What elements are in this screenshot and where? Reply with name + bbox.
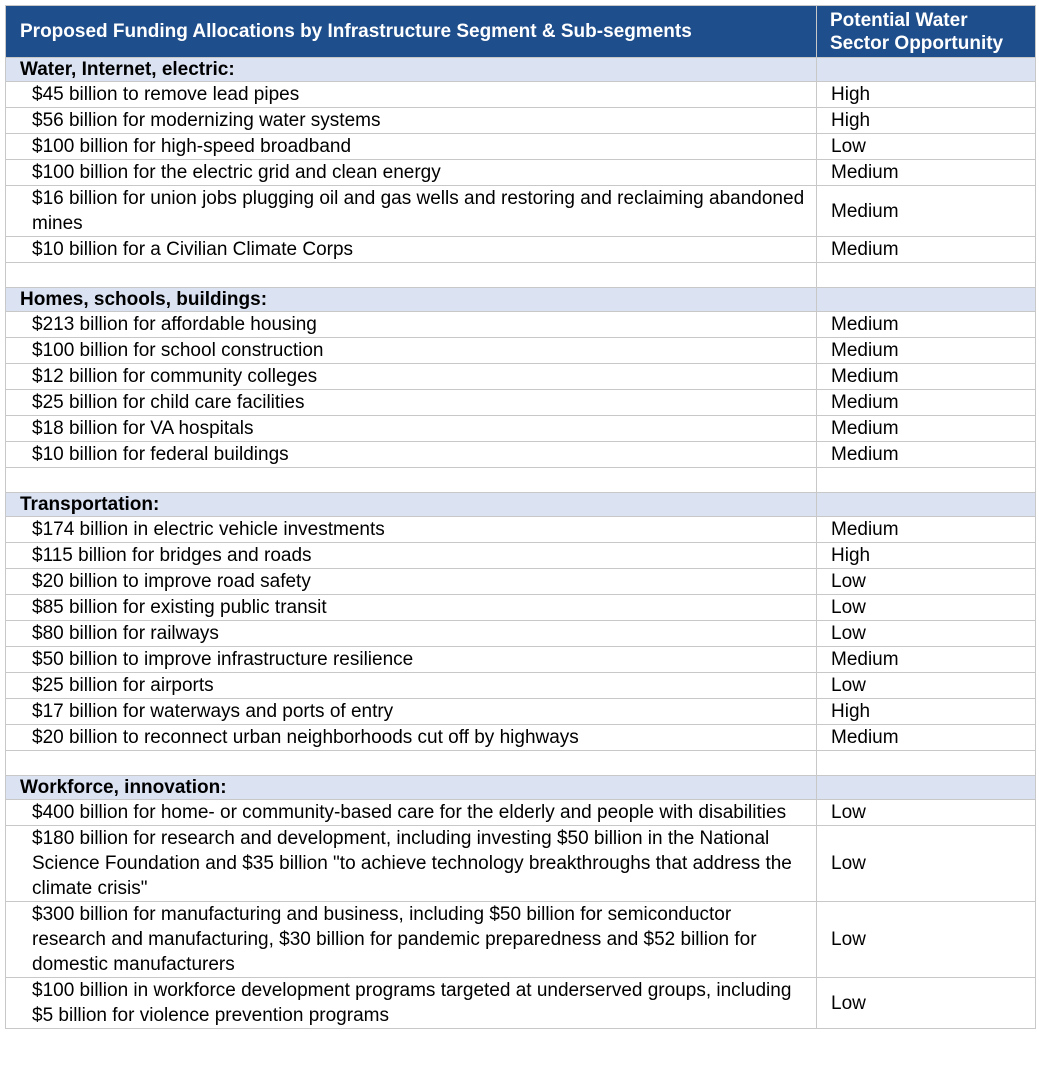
table-row: [6, 673, 1036, 699]
category-empty-cell: [817, 58, 1036, 82]
opportunity-level: High: [817, 108, 1036, 134]
allocation-item: $213 billion for affordable housing: [6, 312, 817, 338]
allocation-item: $300 billion for manufacturing and business, including $50 billion for semiconductor research and manufacturing, $30 billion for pandemic preparedness and $52 billion for domestic manufacturers: [6, 902, 817, 978]
table-header-row: [6, 6, 1036, 58]
allocation-item: $45 billion to remove lead pipes: [6, 82, 817, 108]
table-row: [6, 108, 1036, 134]
allocation-item: $180 billion for research and development, including investing $50 billion in the National Science Foundation and $35 billion "to achieve technology breakthroughs that address the climate crisis": [6, 826, 817, 902]
opportunity-level: Medium: [817, 390, 1036, 416]
category-empty-cell: [817, 776, 1036, 800]
allocation-item: $174 billion in electric vehicle investments: [6, 517, 817, 543]
category-row: [6, 58, 1036, 82]
spacer-row: [6, 263, 1036, 288]
table-row: [6, 595, 1036, 621]
opportunity-level: Medium: [817, 186, 1036, 237]
allocation-item: $100 billion for school construction: [6, 338, 817, 364]
opportunity-level: Medium: [817, 312, 1036, 338]
opportunity-level: Low: [817, 569, 1036, 595]
spacer-cell: [6, 468, 817, 493]
category-row: [6, 776, 1036, 800]
opportunity-level: Low: [817, 826, 1036, 902]
table-row: [6, 134, 1036, 160]
allocation-item: $10 billion for federal buildings: [6, 442, 817, 468]
allocation-item: $18 billion for VA hospitals: [6, 416, 817, 442]
allocation-item: $20 billion to improve road safety: [6, 569, 817, 595]
spacer-row: [6, 468, 1036, 493]
table-row: [6, 82, 1036, 108]
opportunity-level: Medium: [817, 237, 1036, 263]
table-body: [6, 58, 1036, 1029]
opportunity-level: Low: [817, 621, 1036, 647]
table-row: [6, 699, 1036, 725]
opportunity-level: High: [817, 699, 1036, 725]
table-row: [6, 569, 1036, 595]
table-row: [6, 725, 1036, 751]
allocation-item: $12 billion for community colleges: [6, 364, 817, 390]
opportunity-level: Medium: [817, 647, 1036, 673]
opportunity-level: Medium: [817, 725, 1036, 751]
allocation-item: $20 billion to reconnect urban neighborhoods cut off by highways: [6, 725, 817, 751]
table-row: [6, 517, 1036, 543]
table-row: [6, 902, 1036, 978]
table-row: [6, 237, 1036, 263]
opportunity-level: Low: [817, 134, 1036, 160]
funding-allocation-table: [5, 5, 1036, 1029]
opportunity-level: Medium: [817, 416, 1036, 442]
spacer-row: [6, 751, 1036, 776]
opportunity-level: Medium: [817, 364, 1036, 390]
header-allocations: Proposed Funding Allocations by Infrastructure Segment & Sub-segments: [6, 6, 817, 58]
spacer-cell: [817, 751, 1036, 776]
table-row: [6, 442, 1036, 468]
table-row: [6, 621, 1036, 647]
category-row: [6, 493, 1036, 517]
allocation-item: $56 billion for modernizing water systems: [6, 108, 817, 134]
category-row: [6, 288, 1036, 312]
table-row: [6, 800, 1036, 826]
spacer-cell: [6, 751, 817, 776]
opportunity-level: Low: [817, 800, 1036, 826]
allocation-item: $115 billion for bridges and roads: [6, 543, 817, 569]
allocation-item: $100 billion for the electric grid and clean energy: [6, 160, 817, 186]
table-row: [6, 312, 1036, 338]
opportunity-level: High: [817, 543, 1036, 569]
opportunity-level: Medium: [817, 160, 1036, 186]
table-row: [6, 160, 1036, 186]
table-row: [6, 416, 1036, 442]
table-row: [6, 390, 1036, 416]
opportunity-level: Low: [817, 595, 1036, 621]
table-row: [6, 978, 1036, 1029]
category-title: Workforce, innovation:: [6, 776, 817, 800]
table-row: [6, 543, 1036, 569]
header-water-opportunity-line2: Sector Opportunity: [830, 32, 1004, 54]
opportunity-level: Medium: [817, 338, 1036, 364]
table-row: [6, 364, 1036, 390]
category-title: Water, Internet, electric:: [6, 58, 817, 82]
table-row: [6, 647, 1036, 673]
allocation-item: $100 billion for high-speed broadband: [6, 134, 817, 160]
category-empty-cell: [817, 493, 1036, 517]
allocation-item: $400 billion for home- or community-based care for the elderly and people with disabilities: [6, 800, 817, 826]
spacer-cell: [6, 263, 817, 288]
allocation-item: $80 billion for railways: [6, 621, 817, 647]
allocation-item: $100 billion in workforce development programs targeted at underserved groups, including $5 billion for violence prevention programs: [6, 978, 817, 1029]
header-water-opportunity-line1: Potential Water: [830, 9, 968, 31]
table-row: [6, 186, 1036, 237]
allocation-item: $17 billion for waterways and ports of entry: [6, 699, 817, 725]
category-empty-cell: [817, 288, 1036, 312]
category-title: Homes, schools, buildings:: [6, 288, 817, 312]
spacer-cell: [817, 468, 1036, 493]
allocation-item: $16 billion for union jobs plugging oil and gas wells and restoring and reclaiming abandoned mines: [6, 186, 817, 237]
allocation-item: $10 billion for a Civilian Climate Corps: [6, 237, 817, 263]
opportunity-level: High: [817, 82, 1036, 108]
table-row: [6, 826, 1036, 902]
opportunity-level: Medium: [817, 517, 1036, 543]
table-row: [6, 338, 1036, 364]
opportunity-level: Low: [817, 978, 1036, 1029]
allocation-item: $85 billion for existing public transit: [6, 595, 817, 621]
header-water-opportunity: [817, 6, 1036, 58]
allocation-item: $50 billion to improve infrastructure resilience: [6, 647, 817, 673]
allocation-item: $25 billion for child care facilities: [6, 390, 817, 416]
opportunity-level: Low: [817, 902, 1036, 978]
opportunity-level: Medium: [817, 442, 1036, 468]
category-title: Transportation:: [6, 493, 817, 517]
allocation-item: $25 billion for airports: [6, 673, 817, 699]
opportunity-level: Low: [817, 673, 1036, 699]
spacer-cell: [817, 263, 1036, 288]
